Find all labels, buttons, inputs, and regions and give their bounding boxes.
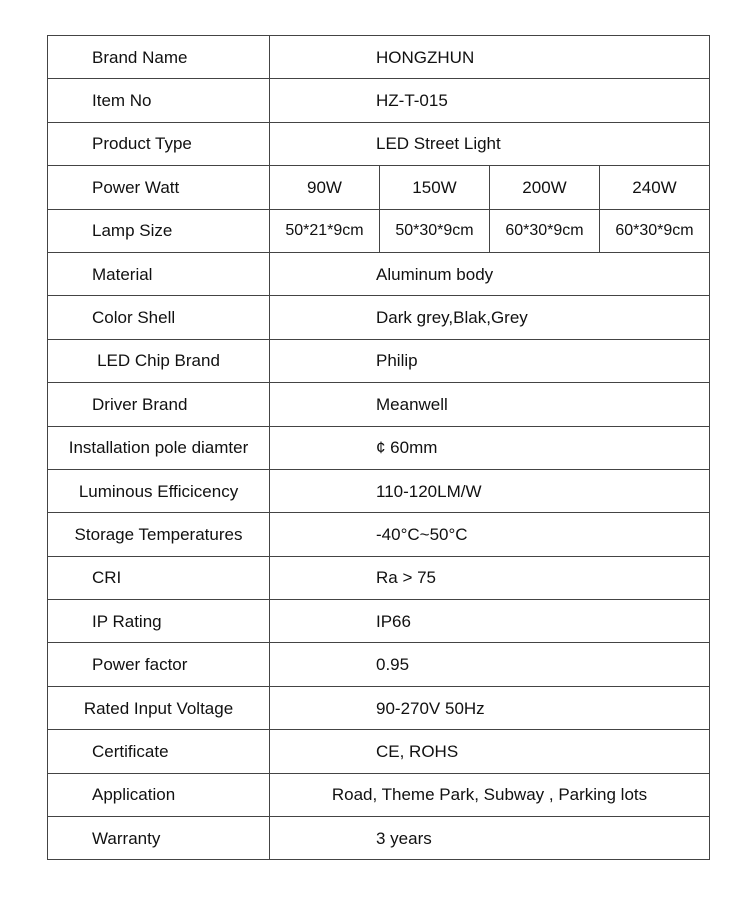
value-text: Aluminum body <box>376 264 494 284</box>
table-row-cri <box>48 556 710 599</box>
label-cell <box>48 556 270 599</box>
value-cell <box>270 339 710 382</box>
value-text: Ra > 75 <box>376 568 437 588</box>
power-watt-cell: 200W <box>490 166 600 209</box>
table-row-storage-temperatures <box>48 513 710 556</box>
table-row-luminous-efficiency <box>48 469 710 512</box>
value-cell <box>270 600 710 643</box>
label-cell <box>48 426 270 469</box>
label-text: Installation pole diamter <box>68 438 249 458</box>
label-cell <box>48 513 270 556</box>
table-row-led-chip-brand <box>48 339 710 382</box>
table-row-brand-name <box>48 36 710 79</box>
value-text: Dark grey,Blak,Grey <box>376 308 528 328</box>
value-text: 90-270V 50Hz <box>376 698 485 718</box>
power-watt-cell: 150W <box>380 166 490 209</box>
power-watt-cell: 240W <box>600 166 710 209</box>
table-row-power-watt <box>48 166 710 209</box>
lamp-size-cell: 60*30*9cm <box>490 209 600 252</box>
label-text: Luminous Efficicency <box>78 481 239 501</box>
label-text: Product Type <box>92 134 192 154</box>
value-cell <box>270 79 710 122</box>
value-text: HZ-T-015 <box>376 91 448 111</box>
value-text: CE, ROHS <box>376 741 459 761</box>
label-cell <box>48 79 270 122</box>
value-text: IP66 <box>376 611 411 631</box>
value-text: LED Street Light <box>376 134 501 154</box>
table-row-driver-brand <box>48 383 710 426</box>
value-text: 3 years <box>376 828 432 848</box>
value-cell <box>270 817 710 860</box>
value-cell <box>270 556 710 599</box>
spec-table <box>47 35 710 860</box>
label-cell <box>48 122 270 165</box>
value-cell <box>270 730 710 773</box>
value-cell <box>270 426 710 469</box>
label-cell <box>48 252 270 295</box>
label-cell <box>48 36 270 79</box>
label-text: CRI <box>92 568 122 588</box>
label-text: Driver Brand <box>92 394 188 414</box>
label-cell <box>48 730 270 773</box>
label-cell <box>48 383 270 426</box>
value-cell <box>270 252 710 295</box>
value-text: ¢ 60mm <box>376 438 438 458</box>
table-row-ip-rating <box>48 600 710 643</box>
value-cell <box>270 296 710 339</box>
lamp-size-cell: 60*30*9cm <box>600 209 710 252</box>
value-cell <box>270 686 710 729</box>
table-row-product-type <box>48 122 710 165</box>
table-row-material <box>48 252 710 295</box>
table-row-installation-pole <box>48 426 710 469</box>
value-text: -40°C~50°C <box>376 524 468 544</box>
lamp-size-cell: 50*21*9cm <box>270 209 380 252</box>
label-text: IP Rating <box>92 611 162 631</box>
label-text: Material <box>92 264 153 284</box>
table-row-rated-input-voltage <box>48 686 710 729</box>
label-text: Warranty <box>92 828 161 848</box>
value-text: Philip <box>376 351 418 371</box>
table-row-power-factor <box>48 643 710 686</box>
table-row-color-shell <box>48 296 710 339</box>
value-text: 0.95 <box>376 655 410 675</box>
table-row-application <box>48 773 710 816</box>
label-text: Color Shell <box>92 308 176 328</box>
value-cell <box>270 36 710 79</box>
label-cell <box>48 600 270 643</box>
table-row-certificate <box>48 730 710 773</box>
value-text: Meanwell <box>376 394 448 414</box>
power-watt-cell: 90W <box>270 166 380 209</box>
label-cell <box>48 339 270 382</box>
label-cell <box>48 209 270 252</box>
label-text: Item No <box>92 91 152 111</box>
label-text: Storage Temperatures <box>74 524 243 544</box>
label-text: Rated Input Voltage <box>83 698 234 718</box>
value-text: HONGZHUN <box>376 47 475 67</box>
label-cell <box>48 686 270 729</box>
label-cell <box>48 773 270 816</box>
label-cell <box>48 817 270 860</box>
label-text: Lamp Size <box>92 221 173 241</box>
value-cell <box>270 122 710 165</box>
label-cell <box>48 643 270 686</box>
label-text: Power factor <box>92 655 188 675</box>
label-text: Application <box>92 785 176 805</box>
table-row-item-no <box>48 79 710 122</box>
label-text: Power Watt <box>92 177 180 197</box>
value-text: Road, Theme Park, Subway , Parking lots <box>331 785 648 805</box>
value-cell <box>270 383 710 426</box>
label-cell <box>48 166 270 209</box>
value-text: 110-120LM/W <box>376 481 482 501</box>
value-cell <box>270 643 710 686</box>
label-cell <box>48 469 270 512</box>
label-cell <box>48 296 270 339</box>
label-text: Certificate <box>92 741 169 761</box>
value-cell <box>270 773 710 816</box>
value-cell <box>270 513 710 556</box>
label-text: LED Chip Brand <box>97 351 220 371</box>
table-row-lamp-size <box>48 209 710 252</box>
value-cell <box>270 469 710 512</box>
table-row-warranty <box>48 817 710 860</box>
lamp-size-cell: 50*30*9cm <box>380 209 490 252</box>
label-text: Brand Name <box>92 47 188 67</box>
